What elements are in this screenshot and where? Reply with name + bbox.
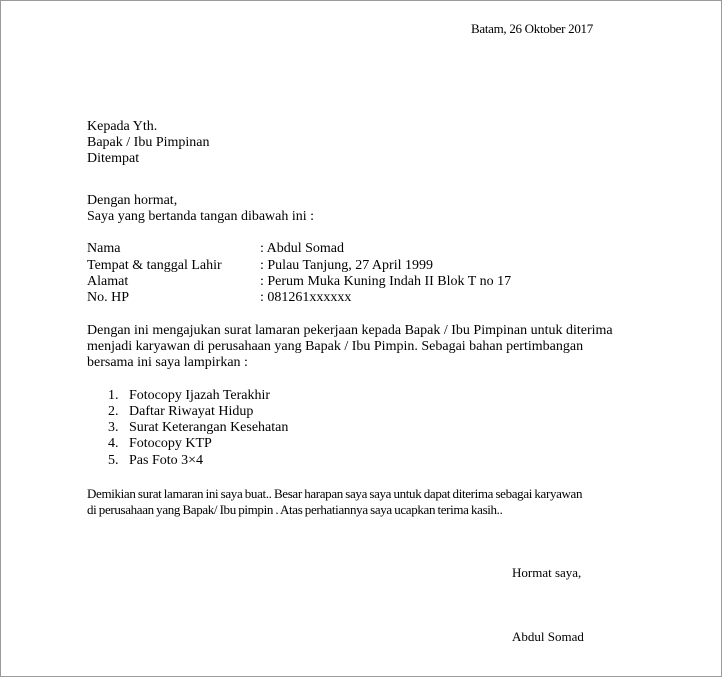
attachment-number: 5. bbox=[108, 453, 119, 468]
identity-label-birth: Tempat & tanggal Lahir bbox=[87, 258, 222, 273]
recipient-line-2: Bapak / Ibu Pimpinan bbox=[87, 135, 210, 150]
attachment-item: Surat Keterangan Kesehatan bbox=[129, 420, 289, 435]
identity-label-name: Nama bbox=[87, 241, 121, 256]
identity-value-phone: : 081261xxxxxx bbox=[260, 290, 352, 305]
attachment-item: Fotocopy Ijazah Terakhir bbox=[129, 388, 271, 403]
letter-date: Batam, 26 Oktober 2017 bbox=[471, 21, 593, 36]
identity-value-name: : Abdul Somad bbox=[260, 241, 345, 256]
closing-line-2: di perusahaan yang Bapak/ Ibu pimpin . Atas perhatiannya saya ucapkan terima kasih.. bbox=[87, 502, 503, 517]
body-line-3: bersama ini saya lampirkan : bbox=[87, 355, 248, 370]
body-line-2: menjadi karyawan di perusahaan yang Bapak / Ibu Pimpin. Sebagai bahan pertimbangan bbox=[87, 339, 584, 354]
recipient-line-3: Ditempat bbox=[87, 151, 140, 166]
attachment-item: Daftar Riwayat Hidup bbox=[129, 404, 254, 419]
signature-name: Abdul Somad bbox=[512, 629, 584, 644]
attachment-number: 2. bbox=[108, 404, 119, 419]
attachment-number: 1. bbox=[108, 388, 119, 403]
attachment-number: 4. bbox=[108, 436, 119, 451]
attachment-item: Pas Foto 3×4 bbox=[129, 453, 204, 468]
recipient-line-1: Kepada Yth. bbox=[87, 119, 158, 134]
identity-value-birth: : Pulau Tanjung, 27 April 1999 bbox=[260, 258, 433, 273]
intro-line: Saya yang bertanda tangan dibawah ini : bbox=[87, 209, 315, 224]
identity-label-address: Alamat bbox=[87, 274, 129, 289]
greeting: Dengan hormat, bbox=[87, 193, 178, 208]
body-line-1: Dengan ini mengajukan surat lamaran pekerjaan kepada Bapak / Ibu Pimpinan untuk diterima bbox=[87, 323, 613, 338]
identity-value-address: : Perum Muka Kuning Indah II Blok T no 17 bbox=[260, 274, 512, 289]
closing-line-1: Demikian surat lamaran ini saya buat.. Besar harapan saya saya untuk dapat diterima sebagai karyawan bbox=[87, 486, 583, 501]
identity-label-phone: No. HP bbox=[87, 290, 130, 305]
attachment-item: Fotocopy KTP bbox=[129, 436, 212, 451]
attachment-number: 3. bbox=[108, 420, 119, 435]
signature-salutation: Hormat saya, bbox=[512, 565, 582, 580]
